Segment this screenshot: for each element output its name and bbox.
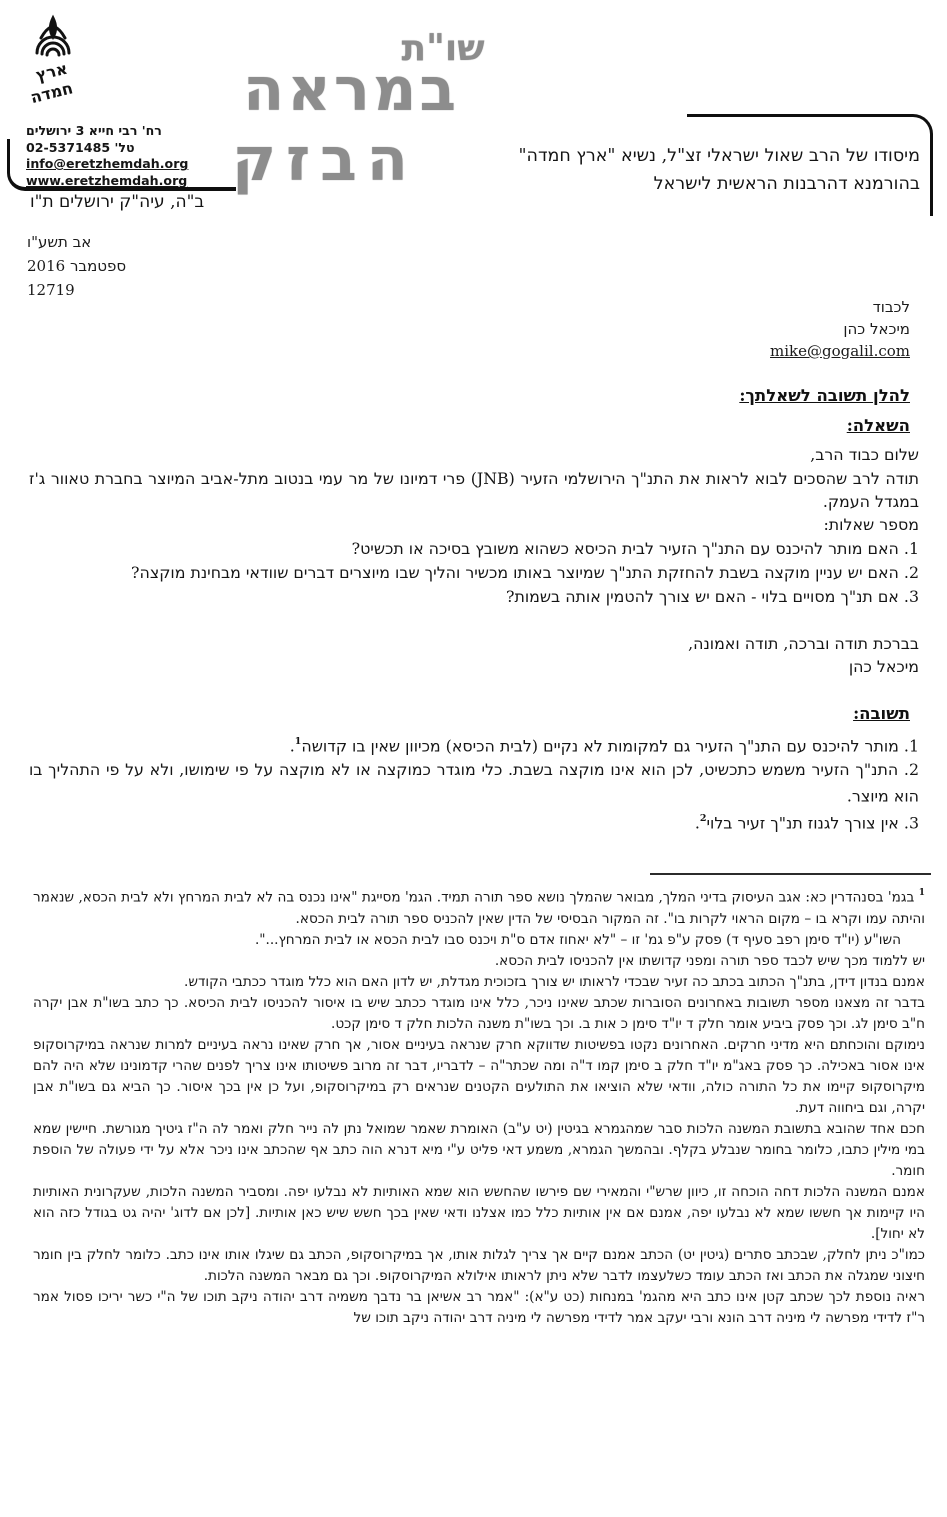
- answer-item: 3. אין צורך לגנוז תנ"ך זעיר בלוי$^2$.: [694, 812, 919, 833]
- footnote-paragraph: $^1$ בגמ' בסנהדרין כא: אגב העיסוק בדיני המלך, מבואר שהמלך נושא ספר תורה תמיד. הגמ' מסייגת "אינו נכנס בה לא לבית המרחץ ולא לבית הכסא, שנאמר והיתה עמו וקרא בו – מקום הראוי לקרות בו". זה המקור הבסיסי של הדין שאין להכניס ספר תורה לבית הכסא.: [33, 888, 925, 927]
- letterhead-subtitle: [518, 142, 920, 198]
- heading-response-intro: להלן תשובה לשאלתך:: [739, 386, 910, 405]
- question-intro: תודה לרב שהסכים לבוא לראות את התנ"ך הירושלמי הזעיר (JNB) פרי דמיונו של מר עמי בנטוב מתל-אביב המיוצר בחברת טאוור ג'ז במגדל העמק.: [29, 468, 919, 511]
- gregorian-date: ספטמבר 2016: [27, 257, 127, 275]
- hebrew-date: אב תשע"ו: [27, 233, 92, 251]
- contact-address: רח' רבי חייא 3 ירושלים: [26, 123, 162, 138]
- footnote-marker: 1: [918, 888, 925, 898]
- footnote-ref-2: 2: [699, 812, 707, 824]
- recipient-name: מיכאל כהן: [843, 320, 910, 338]
- answer-body: [29, 732, 919, 836]
- subtitle-line-2: בהורמנא דהרבנות הראשית לישראל: [653, 174, 920, 194]
- question-list-header: מספר שאלות:: [823, 515, 919, 535]
- footnote-paragraph: יש ללמוד מכך שיש לכבד ספר תורה ומפני קדושתו אין להכניסו לבית הכסא.: [494, 952, 925, 969]
- question-item: 3. אם תנ"ך מסויים בלוי - האם יש צורך להטמין אותה בשמות?: [505, 586, 919, 606]
- series-title-word2: הבזק: [232, 125, 419, 195]
- letterhead-rule-left: [7, 139, 236, 191]
- series-title-prefix: שו"ת: [401, 27, 485, 69]
- heading-answer: תשובה:: [853, 704, 910, 723]
- footnote-paragraph: בדבר זה מצאנו מספר תשובות באחרונים הסוברות שכתב שאינו ניכר, כלל אינו מוגדר ככתב שיש בו איסור להכניסו לבית הכיסא. כך כתב בשו"ת אבן יקרה ח"ב סימן לג. וכך פסק ביביע אומר חלק ד יו"ד סימן כ אות ב. וכך בשו"ת משנה הלכות חלק ד סימן קכט.: [33, 994, 925, 1032]
- footnotes-block: [33, 884, 925, 1329]
- recipient-block: [770, 296, 910, 362]
- subtitle-line-1: מיסודו של הרב שאול ישראלי זצ"ל, נשיא "ארץ חמדה": [518, 146, 920, 166]
- contact-email-link[interactable]: info@eretzhemdah.org: [26, 156, 189, 172]
- footnote-paragraph: כמו"כ ניתן לחלק, שבכתב סתרים (גיטין יט) הכתב אמנם קיים אך צריך לגלות אותו, אך במיקרוסקופ, הכתב גם שיגלו אותו אינו כתב. כלומר לחלק בין חומר חיצוני שמגלה את הכתב ואז הכתב עומד כשלעצמו לדבר שלא ניתן לראותו אילולא המיקרוסקופ. וכך גם מבאר המשנה הלכות.: [33, 1246, 925, 1284]
- footnote-ref-1: 1: [294, 736, 302, 747]
- contact-website-link[interactable]: www.eretzhemdah.org: [26, 172, 188, 188]
- footnote-paragraph: השו"ע (יו"ד סימן רפב סעיף ד) פסק ע"פ גמ' זו – "לא יאחוז אדם ס"ת ויכנס סבו לבית הכסא או לבית המרחץ...".: [254, 931, 901, 948]
- logo-word-1: ארץ: [33, 58, 70, 85]
- question-body: [29, 444, 919, 680]
- contact-phone: טל' 02-5371485: [26, 139, 135, 155]
- reference-number: 12719: [27, 281, 75, 299]
- eretz-hemdah-logo-icon: [22, 14, 84, 120]
- footnote-paragraph: נימוקם והוכחתם היא מדיני חרקים. האחרונים נקטו בפשיטות שדווקא חרק שנראה בעיניים אסור, אך חרק שאינו נראה בעיניים למרות שנראה במיקרוסקופ אינו אסור באכילה. כך פסק באג"מ יו"ד חלק ב סימן קמו ד"ה ומה שכתר"ה – לדבריו, דבר זה מרוב פשיטותו אינו צריך לפנים שהרי קדמונינו שלא היה להם מיקרוסקופ קיימו את כל התורה כולה, וודאי שלא הוציאו את התולעים הקטנים שנראים רק במיקרוסקופ, ועל כן אין בכך איסור. כך הביא גם בשו"ת אבן יקרה, וגם ביחווה דעת.: [33, 1036, 925, 1116]
- recipient-email-link[interactable]: mike@gogalil.com: [770, 342, 910, 360]
- question-closing-line: בברכת תודה וברכה, תודה ואמונה,: [688, 633, 919, 653]
- question-greeting: שלום כבוד הרב,: [810, 445, 919, 464]
- question-item: 2. האם יש עניין מוקצה בשבת להחזקת התנ"ך שמיוצר באותו מכשיר והליך שבו מיוצרים דברים שוודאי מבחינת מוקצה?: [131, 562, 919, 582]
- footnote-paragraph: אמנם המשנה הלכות דחה הוכחה זו, כיוון שרש"י והמאירי שם פירשו שהחשש הוא שמא האותיות לא נבלעו יפה. ומסביר המשנה הלכות, שעקרונית האותיות היו קיימות אך חששו שמא לא נבלעו יפה, אמנם אם אין אותיות כלל כמו אצלנו ודאי שאין בכך חשש שיש כאן אותיות. [לכן אם לדוג' יהיה גט בגודל כזה הוא לא יחול].: [33, 1183, 925, 1242]
- heading-question: השאלה:: [846, 416, 910, 435]
- footnote-paragraph: ראיה נוספת לכך שכתב קטן אינו כתב היא מהגמ' במנחות (כט ע"א): "אמר רב אשיאן בר נדבך משמיה דרב יהודה ניקב תוכו של ה"י כשר יריכו פסול אמר ר"ז לדידי מפרשה לי מיניה דרב הונא ורבי יעקב אמר לדידי מפרשה לי מיניה דרב יהודה ניקב תוכו של: [33, 1288, 925, 1326]
- series-title-word1: במראה: [243, 55, 460, 125]
- date-block: [27, 230, 126, 302]
- logo-word-2: חמדה: [28, 78, 75, 108]
- recipient-salutation: לכבוד: [872, 298, 910, 316]
- question-signature: מיכאל כהן: [848, 657, 919, 677]
- blessing-line: ב"ה, עיה"ק ירושלים ת"ו: [30, 192, 205, 212]
- footnote-separator-rule: [650, 873, 931, 875]
- answer-item: 1. מותר להיכנס עם התנ"ך הזעיר גם למקומות לא נקיים (לבית הכיסא) מכיוון שאין בו קדושה$^1$.: [289, 736, 919, 756]
- footnote-paragraph: חכם אחד שהובא בתשובת המשנה הלכות סבר שמהגמרא בגיטין (יט ע"ב) האומרת שאמר שמואל נתן לה נייר חלק ואמר לה ה"ז גיטיך מגורשת. חיישין שמא במי מילין כתבו, כלומר בחומר שנבלע בקלף. ובהמשך הגמרא, משמע דאי פליט ע"י מיא דנרא הוה כתב אף שהכתב אינו ניכר אלא על ידי פעולה של הוספת חומר.: [33, 1120, 925, 1179]
- question-item: 1. האם מותר להיכנס עם התנ"ך הזעיר לבית הכיסא כשהוא משובץ בסיכה או תכשיט?: [351, 539, 919, 559]
- answer-item: 2. התנ"ך הזעיר משמש כתכשיט, לכן הוא אינו מוקצה בשבת. כלי מוגדר כמוקצה או לא מוקצה על פי שימושו, ולא על פי התהליך בו הוא מיוצר.: [29, 760, 919, 806]
- footnote-paragraph: אמנם בנדון דידן, בתנ"ך הכתוב בכתב כה זעיר שבכדי לראותו יש צורך בזכוכית מגדלת, יש לדון האם הוא כלל מוגדר ככתבי הקודש.: [184, 973, 925, 990]
